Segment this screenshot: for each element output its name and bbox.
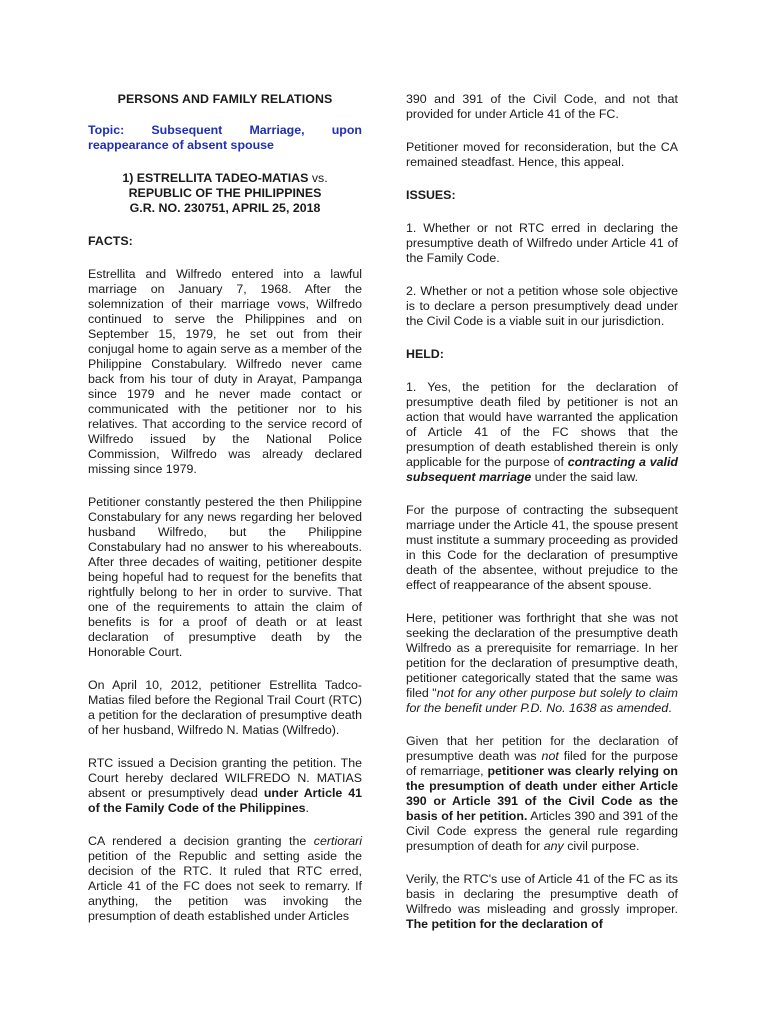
held-heading: HELD:: [406, 347, 444, 361]
issue-1: 1. Whether or not RTC erred in declaring the presumptive death of Wilfredo under Article 41 of the Family Code.: [406, 221, 678, 265]
held-paragraph-3: Here, petitioner was forthright that she was not seeking the declaration of the presumptive death Wilfredo as a prerequisite for remarriage. In her petition for the declaration of presumptive death, petitioner categorically stated that the same was filed "not for any other purpose but solely to claim for the benefit under P.D. No. 1638 as amended.: [406, 611, 679, 715]
facts-paragraph-3: On April 10, 2012, petitioner Estrellita Tadco-Matias filed before the Regional Trail Court (RTC) a petition for the declaration of presumptive death of her husband, Wilfredo N. Matias (Wilfredo).: [88, 678, 362, 737]
issues-heading: ISSUES:: [406, 188, 456, 202]
issue-2: 2. Whether or not a petition whose sole objective is to declare a person presumptively dead under the Civil Code is a viable suit in our jurisdiction.: [406, 284, 678, 328]
case-caption: [88, 171, 362, 216]
held-paragraph-5: Verily, the RTC's use of Article 41 of the FC as its basis in declaring the presumptive death of Wilfredo was misleading and grossly improper. The petition for the declaration of: [406, 872, 678, 931]
facts-paragraph-2: Petitioner constantly pestered the then Philippine Constabulary for any news regarding her beloved husband Wilfredo, but the Philippine Constabulary had no answer to his whereabouts. After three decades of waiting, petitioner despite being hopeful had to request for the benefits that rightfully belong to her in order to survive. That one of the requirements to attain the claim of benefits is for a proof of death or at least declaration of presumptive death by the Honorable Court.: [88, 495, 362, 659]
facts-heading: FACTS:: [88, 234, 133, 248]
facts-paragraph-5: CA rendered a decision granting the certiorari petition of the Republic and setting aside the decision of the RTC. It ruled that RTC erred, Article 41 of the FC does not seek to remarry. If anything, the petition was invoking the presumption of death established under Articles: [88, 834, 362, 923]
article-41-emphasis: under Article 41 of the Family Code of the Philippines: [88, 786, 362, 815]
facts-paragraph-7: Petitioner moved for reconsideration, but the CA remained steadfast. Hence, this appeal.: [406, 140, 678, 169]
case-respondent: REPUBLIC OF THE PHILIPPINES: [128, 186, 322, 200]
case-petitioner: 1) ESTRELLITA TADEO-MATIAS: [122, 171, 309, 185]
document-title: PERSONS AND FAMILY RELATIONS: [117, 92, 333, 106]
subsequent-marriage-emphasis: contracting a valid subsequent marriage: [406, 455, 678, 484]
civil-code-emphasis: petitioner was clearly relying on the presumption of death under either Article 390 or Article 391 of the Civil Code as the basis of her petition.: [406, 764, 678, 823]
case-gr-number: G.R. NO. 230751, APRIL 25, 2018: [129, 201, 321, 215]
petition-emphasis: The petition for the declaration of: [406, 917, 603, 931]
held-paragraph-1: 1. Yes, the petition for the declaration of presumptive death filed by petitioner is not an action that would have warranted the application of Article 41 of the FC shows that the presumption of death established therein is only applicable for the purpose of contracting a valid subsequent marriage under the said law.: [406, 380, 678, 484]
quoted-purpose: not for any other purpose but solely to claim for the benefit under P.D. No. 1638 as amended: [406, 686, 679, 715]
facts-paragraph-6: 390 and 391 of the Civil Code, and not that provided for under Article 41 of the FC.: [406, 92, 678, 121]
right-column: [406, 92, 678, 950]
facts-paragraph-1: Estrellita and Wilfredo entered into a lawful marriage on January 7, 1968. After the solemnization of their marriage vows, Wilfredo continued to serve the Philippines and on September 15, 1979, he set out from their conjugal home to again serve as a member of the Philippine Constabulary. Wilfredo never came back from his tour of duty in Arayat, Pampanga since 1979 and he never made contact or communicated with the petitioner nor to his relatives. That according to the service record of Wilfredo issued by the National Police Commission, Wilfredo was already declared missing since 1979.: [88, 267, 362, 476]
left-column: [88, 92, 362, 942]
certiorari-term: certiorari: [313, 834, 362, 848]
held-paragraph-2: For the purpose of contracting the subsequent marriage under the Article 41, the spouse present must institute a summary proceeding as provided in this Code for the declaration of presumptive death of the absentee, without prejudice to the effect of reappearance of the absent spouse.: [406, 503, 678, 592]
case-vs: vs.: [311, 171, 328, 185]
facts-paragraph-4: RTC issued a Decision granting the petition. The Court hereby declared WILFREDO N. MATIAS absent or presumptively dead under Article 41 of the Family Code of the Philippines.: [88, 756, 362, 815]
topic-line: Topic: Subsequent Marriage, upon reappearance of absent spouse: [88, 123, 362, 152]
held-paragraph-4: Given that her petition for the declaration of presumptive death was not filed for the purpose of remarriage, petitioner was clearly relying on the presumption of death under either Article 390 or Article 391 of the Civil Code as the basis of her petition. Articles 390 and 391 of the Civil Code express the general rule regarding presumption of death for any civil purpose.: [406, 734, 678, 853]
